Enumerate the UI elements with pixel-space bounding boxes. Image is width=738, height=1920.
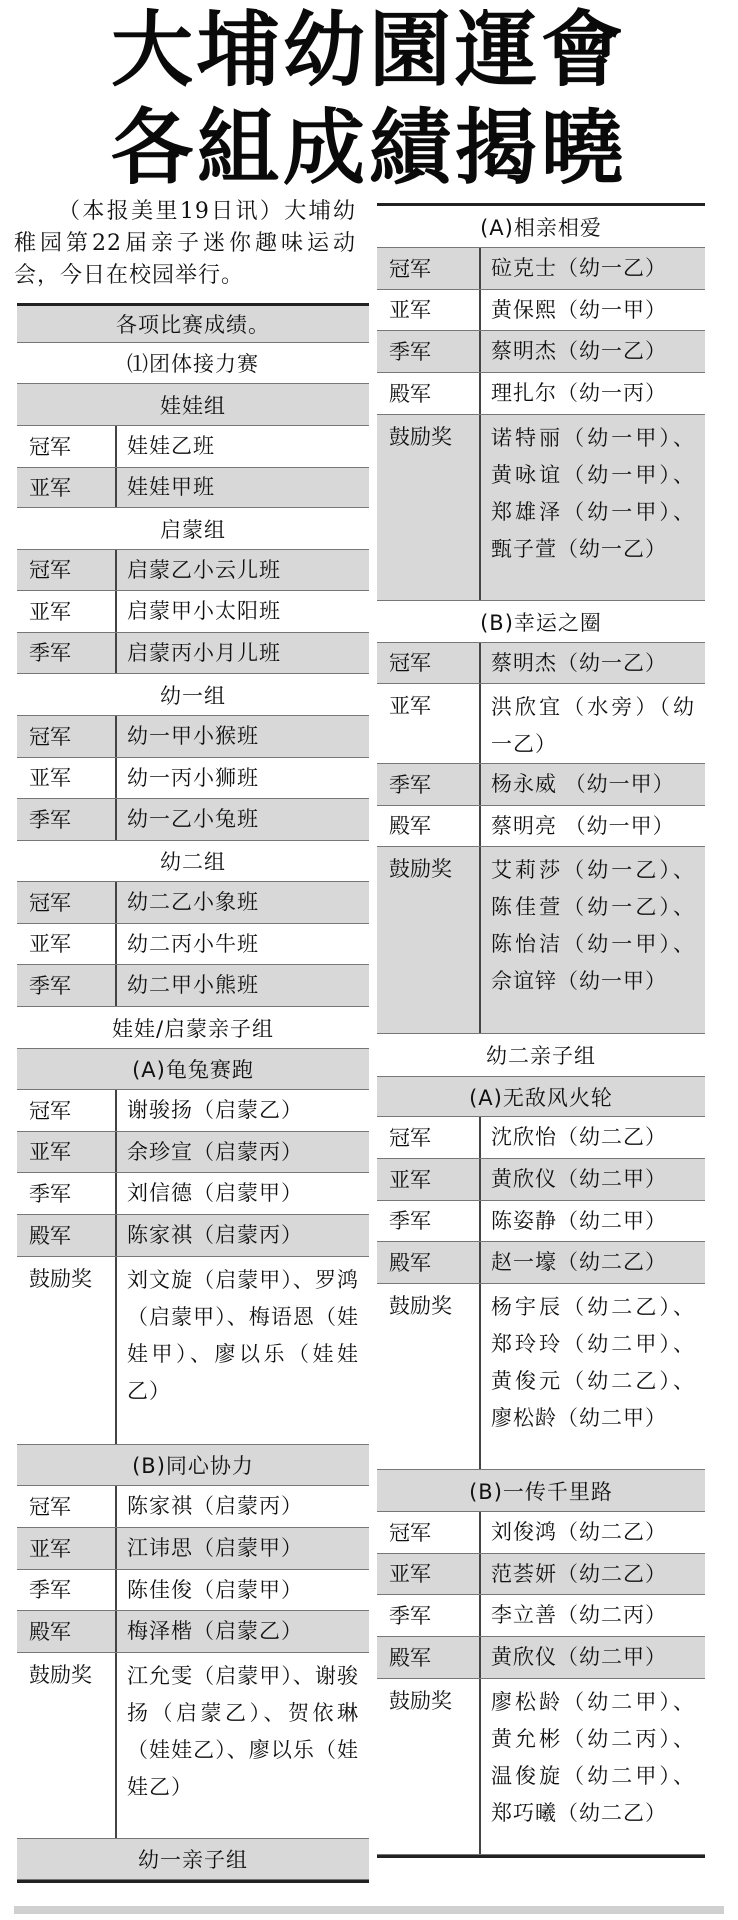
winner-name: 幼一丙小狮班	[127, 765, 259, 790]
winner-name: 刘信德（启蒙甲）	[127, 1181, 303, 1205]
winner-name: 刘俊鸿（幼二乙）	[491, 1520, 667, 1544]
award-label: 季军	[17, 633, 117, 673]
winner-name: 蔡明亮 （幼一甲）	[491, 813, 675, 838]
result-row	[17, 591, 369, 633]
result-row	[17, 1257, 369, 1445]
winner-name: 陈家祺（启蒙丙）	[127, 1494, 303, 1518]
award-label: 冠军	[17, 716, 117, 757]
winner-name: 陈家祺（启蒙丙）	[127, 1223, 303, 1247]
award-label: 季军	[377, 331, 481, 372]
award-label: 殿军	[17, 1611, 117, 1652]
winner-name: 余珍宣（启蒙丙）	[127, 1139, 303, 1164]
section-header: (A)相亲相爱	[377, 206, 705, 248]
award-label: 鼓励奖	[377, 1679, 481, 1854]
section-header: 各项比赛成绩。	[17, 306, 369, 343]
award-label: 亚军	[17, 758, 117, 798]
award-label: 亚军	[17, 1132, 117, 1172]
award-label: 冠军	[17, 550, 117, 590]
result-row	[377, 643, 705, 684]
award-label: 冠军	[17, 426, 117, 467]
bottom-rule	[14, 1906, 724, 1914]
result-row	[17, 1486, 369, 1528]
winner-name: 江允雯（启蒙甲）、谢骏扬（启蒙乙）、贺依琳（娃娃乙）、廖以乐（娃娃乙）	[127, 1664, 359, 1799]
result-row	[17, 1090, 369, 1132]
section-header: (A)龟兔赛跑	[17, 1049, 369, 1090]
award-label: 亚军	[17, 468, 117, 507]
result-row	[377, 1284, 705, 1470]
winner-name: 梅泽楷（启蒙乙）	[127, 1619, 303, 1643]
result-row	[377, 415, 705, 601]
result-row	[17, 1570, 369, 1611]
section-header: (B)同心协力	[17, 1445, 369, 1486]
result-row	[17, 1653, 369, 1839]
result-row	[377, 1242, 705, 1284]
section-header: ⑴团体接力赛	[17, 343, 369, 384]
section-header: (B)幸运之圈	[377, 601, 705, 643]
award-label: 殿军	[377, 373, 481, 414]
result-row	[377, 290, 705, 331]
result-row	[17, 758, 369, 799]
award-label: 殿军	[17, 1215, 117, 1256]
award-label: 殿军	[377, 1242, 481, 1283]
award-label: 冠军	[377, 1117, 481, 1158]
winner-name: 刘文旋（启蒙甲）、罗鸿（启蒙甲）、梅语恩（娃娃甲）、廖以乐（娃娃乙）	[127, 1268, 359, 1403]
headline	[0, 2, 738, 198]
award-label: 季军	[17, 799, 117, 840]
winner-name: 娃娃乙班	[127, 434, 215, 458]
winner-name: 幼一乙小兔班	[127, 807, 259, 831]
winner-name: 杨永威 （幼一甲）	[491, 772, 675, 796]
award-label: 季军	[377, 764, 481, 805]
award-label: 鼓励奖	[377, 415, 481, 600]
award-label: 殿军	[377, 806, 481, 846]
result-row	[377, 373, 705, 415]
result-row	[377, 684, 705, 764]
award-label: 亚军	[17, 1528, 117, 1569]
award-label: 季军	[377, 1201, 481, 1241]
section-header: 幼二亲子组	[377, 1034, 705, 1077]
winner-name: 黄保熙（幼一甲）	[491, 297, 667, 322]
award-label: 冠军	[17, 1486, 117, 1527]
intro-paragraph: （本报美里19日讯）大埔幼稚园第22届亲子迷你趣味运动会，今日在校园举行。	[14, 199, 356, 288]
winner-name: 陈佳俊（启蒙甲）	[127, 1577, 303, 1602]
award-label: 冠军	[17, 882, 117, 923]
award-label: 鼓励奖	[17, 1257, 117, 1444]
winner-name: 江讳思（启蒙甲）	[127, 1536, 303, 1560]
result-row	[17, 426, 369, 468]
headline-line2: 各組成績揭曉	[110, 101, 627, 196]
award-label: 季军	[17, 965, 117, 1006]
result-row	[17, 965, 369, 1007]
winner-name: 杨宇辰（幼二乙）、郑玲玲（幼二甲）、黄俊元（幼二乙）、廖松龄（幼二甲）	[491, 1295, 695, 1430]
award-label: 冠军	[17, 1090, 117, 1131]
results-table-right	[377, 203, 705, 1858]
winner-name: 洪欣宜（水旁）（幼一乙）	[491, 695, 695, 756]
award-label: 亚军	[17, 591, 117, 632]
result-row	[377, 764, 705, 806]
results-table-left	[17, 303, 369, 1883]
result-row	[377, 1554, 705, 1595]
section-header: (B)一传千里路	[377, 1470, 705, 1512]
result-row	[17, 1173, 369, 1215]
award-label: 季军	[17, 1173, 117, 1214]
result-row	[377, 847, 705, 1034]
winner-name: 幼二甲小熊班	[127, 973, 259, 997]
winner-name: 蔡明杰（幼一乙）	[491, 650, 667, 675]
winner-name: 幼一甲小猴班	[127, 724, 259, 748]
winner-name: 诺特丽（幼一甲）、黄咏谊（幼一甲）、郑雄泽（幼一甲）、甄子萱（幼一乙）	[491, 426, 695, 561]
result-row	[377, 1679, 705, 1855]
section-header: 幼二组	[17, 841, 369, 882]
result-row	[377, 1201, 705, 1242]
award-label: 鼓励奖	[377, 1284, 481, 1469]
winner-name: 黄欣仪（幼二甲）	[491, 1645, 667, 1669]
section-header: 幼一组	[17, 674, 369, 716]
result-row	[17, 1611, 369, 1653]
award-label: 冠军	[377, 643, 481, 683]
winner-name: 娃娃甲班	[127, 475, 215, 499]
winner-name: 启蒙甲小太阳班	[127, 599, 281, 623]
award-label: 鼓励奖	[17, 1653, 117, 1838]
result-row	[377, 1117, 705, 1159]
result-row	[17, 1215, 369, 1257]
winner-name: 理扎尔（幼一丙）	[491, 381, 667, 405]
winner-name: 启蒙丙小月儿班	[127, 640, 281, 665]
winner-name: 艾莉莎（幼一乙）、陈佳萱（幼一乙）、陈怡洁（幼一甲）、佘谊锌（幼一甲）	[491, 858, 695, 993]
headline-line1: 大埔幼園運會	[110, 3, 627, 98]
result-row	[377, 806, 705, 847]
result-row	[377, 331, 705, 373]
award-label: 亚军	[377, 1554, 481, 1594]
award-label: 冠军	[377, 248, 481, 289]
award-label: 鼓励奖	[377, 847, 481, 1033]
result-row	[17, 1132, 369, 1173]
winner-name: 谢骏扬（启蒙乙）	[127, 1098, 303, 1122]
award-label: 季军	[377, 1595, 481, 1636]
award-label: 亚军	[377, 290, 481, 330]
result-row	[377, 1637, 705, 1679]
result-row	[17, 1528, 369, 1570]
section-header: (A)无敌风火轮	[377, 1077, 705, 1117]
award-label: 亚军	[377, 1159, 481, 1200]
result-row	[377, 1512, 705, 1554]
result-row	[377, 1595, 705, 1637]
winner-name: 黄欣仪（幼二甲）	[491, 1167, 667, 1191]
result-row	[17, 468, 369, 508]
winner-name: 陈姿静（幼二甲）	[491, 1208, 667, 1233]
result-row	[17, 924, 369, 965]
award-label: 亚军	[377, 684, 481, 763]
winner-name: 赵一壕（幼二乙）	[491, 1250, 667, 1274]
result-row	[17, 799, 369, 841]
section-header: 幼一亲子组	[17, 1839, 369, 1880]
winner-name: 李立善（幼二丙）	[491, 1603, 667, 1627]
section-header: 娃娃/启蒙亲子组	[17, 1007, 369, 1049]
award-label: 季军	[17, 1570, 117, 1610]
winner-name: 廖松龄（幼二甲）、黄允彬（幼二丙）、温俊旋（幼二甲）、郑巧曦（幼二乙）	[491, 1690, 695, 1825]
winner-name: 砬克士（幼一乙）	[491, 256, 667, 280]
winner-name: 幼二乙小象班	[127, 890, 259, 914]
award-label: 殿军	[377, 1637, 481, 1678]
result-row	[17, 550, 369, 591]
result-row	[17, 716, 369, 758]
winner-name: 幼二丙小牛班	[127, 931, 259, 956]
result-row	[377, 248, 705, 290]
winner-name: 范荟妍（幼二乙）	[491, 1561, 667, 1586]
section-header: 娃娃组	[17, 384, 369, 426]
section-header: 启蒙组	[17, 508, 369, 550]
winner-name: 沈欣怡（幼二乙）	[491, 1125, 667, 1149]
result-row	[17, 633, 369, 674]
winner-name: 启蒙乙小云儿班	[127, 557, 281, 582]
result-row	[377, 1159, 705, 1201]
award-label: 冠军	[377, 1512, 481, 1553]
winner-name: 蔡明杰（幼一乙）	[491, 339, 667, 363]
result-row	[17, 882, 369, 924]
award-label: 亚军	[17, 924, 117, 964]
